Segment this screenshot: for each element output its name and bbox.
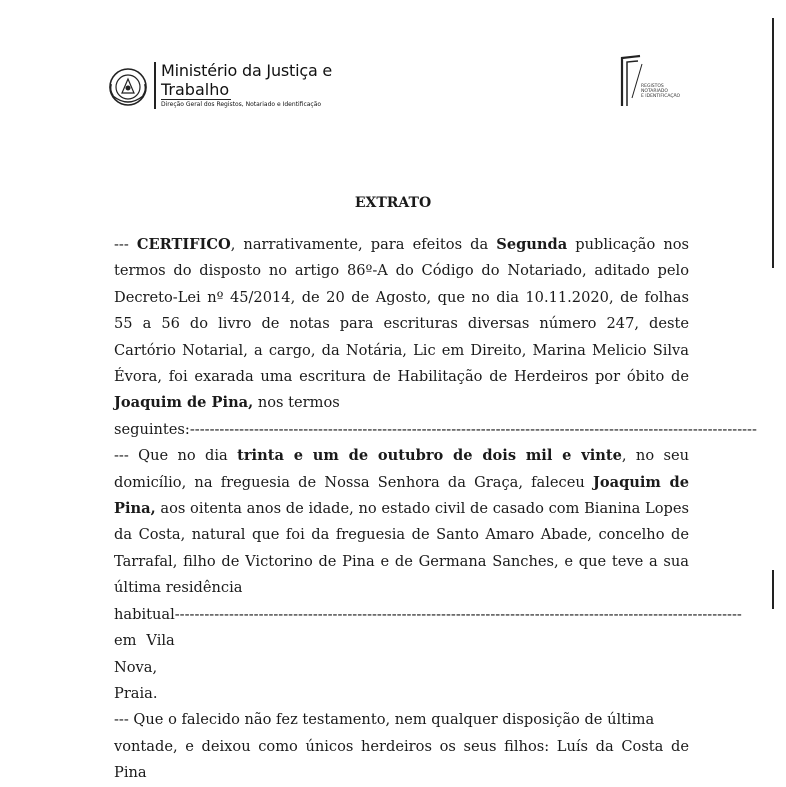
page-edge-line [772,570,774,609]
ministry-heading [154,62,332,109]
page-edge-line [772,18,774,268]
paragraph-cutoff: vontade, e deixou como únicos herdeiros os seus filhos: Luís da Costa de Pina [114,737,689,782]
dash-filler-line: seguintes: ------------------------------------------------------------------------------------------------------------------- [114,420,757,438]
dash-filler-line: habitual em Vila Nova, Praia. ------------------------------------------------------------------------------------------------------------------- [114,605,742,702]
ministry-name-line1: Ministério da Justiça e [161,61,333,80]
registry-text-line: E IDENTIFICAÇÃO [641,94,681,99]
ministry-subtitle: Direção Geral dos Registos, Notariado e Identificação [161,101,322,108]
registry-text-line: REGISTOS [641,84,664,89]
registry-logo-text [641,84,680,99]
paragraph-death-details: --- Que no dia trinta e um de outubro de dois mil e vinte, no seu domicílio, na freguesia de Nossa Senhora da Graça, faleceu Joaquim de Pina, aos oitenta anos de idade, no estado civil de casado com Bianina Lopes da Costa, natural que foi da freguesia de Santo Amaro Abade, concelho de Tarrafal, filho de Victorino de Pina e de Germana Sanches, e que teve a sua última residência [114,447,689,597]
ministry-name-line2: Trabalho [161,80,230,99]
paragraph-no-testament: --- Que o falecido não fez testamento, nem qualquer disposição de última [114,711,655,729]
paragraph-certifico: --- CERTIFICO, narrativamente, para efeitos da Segunda publicação nos termos do disposto no artigo 86º-A do Código do Notariado, aditado pelo Decreto-Lei nº 45/2014, de 20 de Agosto, que no dia 10.11.2020, de folhas 55 a 56 do livro de notas para escrituras diversas número 247, deste Cartório Notarial, a cargo, da Notária, Lic em Direito, Marina Melicio Silva Évora, foi exarada uma escritura de Habilitação de Herdeiros por óbito de Joaquim de Pina, nos termos [114,236,690,412]
national-seal-icon [107,66,149,108]
registry-text-line: NOTARIADO [641,89,668,94]
document-title: EXTRATO [354,195,432,211]
document-body [114,232,757,787]
